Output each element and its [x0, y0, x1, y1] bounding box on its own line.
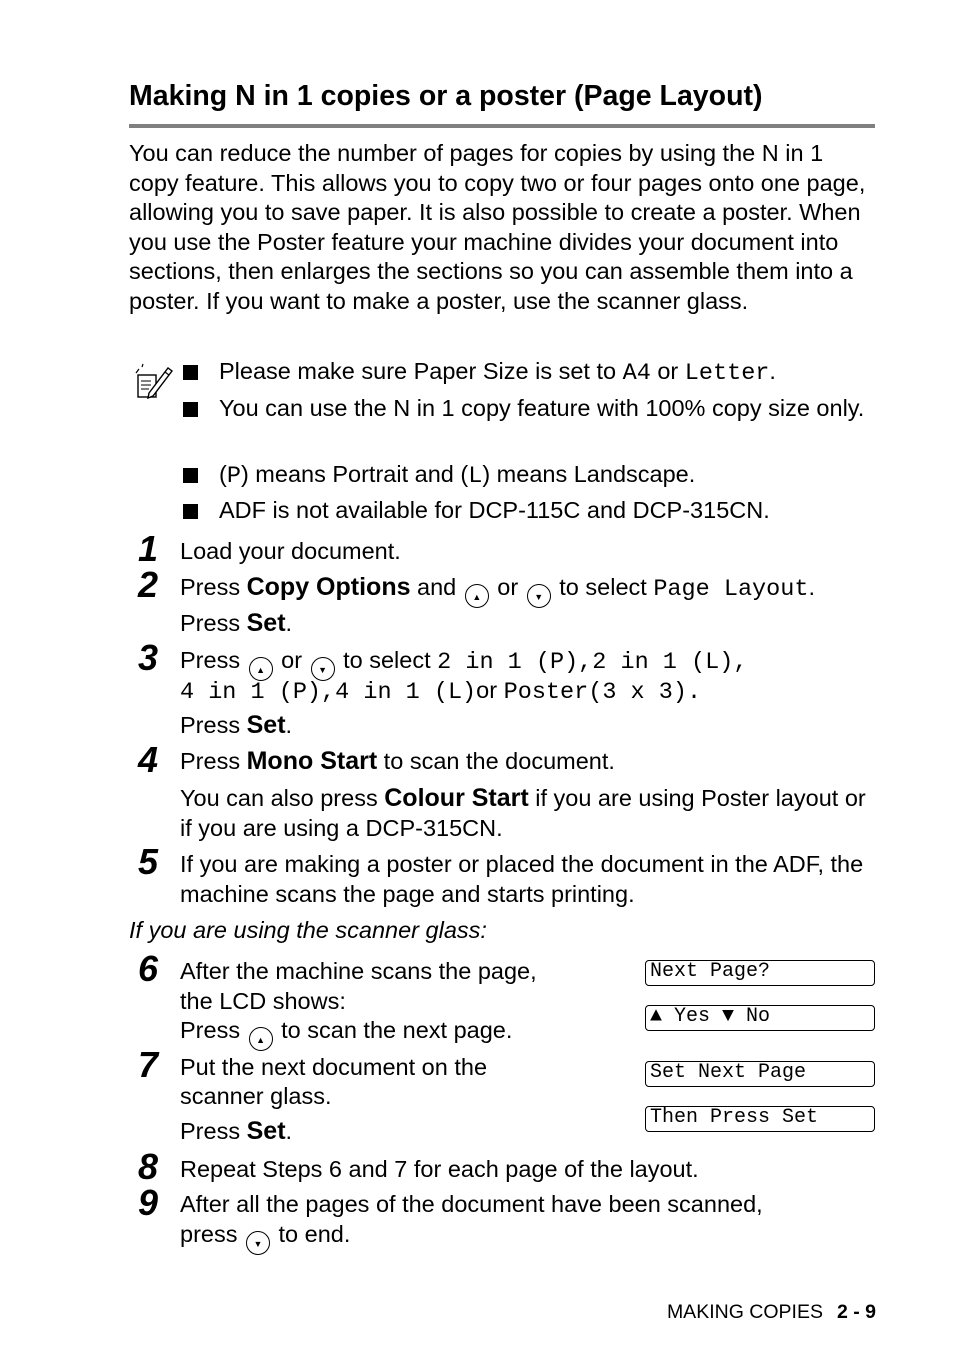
- step-text: Load your document.: [180, 538, 401, 564]
- lcd-display-line: Next Page?: [645, 960, 875, 986]
- up-arrow-key-icon: ▲: [465, 584, 489, 608]
- step-number: 1: [138, 528, 159, 569]
- step-number: 8: [138, 1146, 159, 1187]
- title-rule: [129, 124, 875, 128]
- up-arrow-key-icon: ▲: [249, 1027, 273, 1051]
- step-text: Repeat Steps 6 and 7 for each page of the layout.: [180, 1156, 699, 1182]
- step-text: You can also press Colour Start if you are using Poster layout or if you are using a DCP-315CN.: [180, 784, 866, 841]
- down-arrow-key-icon: ▼: [311, 657, 335, 681]
- step-text: 4 in 1 (P),4 in 1 (L)or Poster(3 x 3).: [180, 677, 702, 706]
- intro-paragraph: You can reduce the number of pages for copies by using the N in 1 copy feature. This allows you to copy two or four pages onto one page, allowing you to save paper. It is also possible to create a poster. When you use the Poster feature your machine divides your document into sections, then enlarges the sections so you can assemble them into a poster. If you want to make a poster, use the scanner glass.: [129, 140, 866, 314]
- step-text: scanner glass.: [180, 1083, 332, 1109]
- page-number: 2 - 9: [836, 1301, 876, 1323]
- step-text: After the machine scans the page,: [180, 958, 537, 984]
- step-text: If you are making a poster or placed the document in the ADF, the machine scans the page and starts printing.: [180, 851, 864, 907]
- note-item: ADF is not available for DCP-115C and DCP-315CN.: [183, 496, 875, 526]
- step-text: Press Set.: [180, 711, 293, 739]
- lcd-display-line: Set Next Page: [645, 1061, 875, 1087]
- step-number: 7: [138, 1044, 159, 1085]
- step-text: Press Copy Options and ▲ or ▼ to select Page Layout.: [180, 573, 815, 608]
- note-item: You can use the N in 1 copy feature with 100% copy size only.: [183, 394, 875, 454]
- step-number: 6: [138, 948, 159, 989]
- step-number: 3: [138, 637, 159, 678]
- step-text: Press ▲ or ▼ to select 2 in 1 (P),2 in 1 (L),: [180, 646, 747, 681]
- down-arrow-key-icon: ▼: [246, 1231, 270, 1255]
- step-text: Press Set.: [180, 1117, 293, 1145]
- step-number: 9: [138, 1182, 159, 1223]
- step-text: Press ▲ to scan the next page.: [180, 1016, 512, 1051]
- step-text: After all the pages of the document have been scanned,: [180, 1191, 763, 1217]
- step-text: press ▼ to end.: [180, 1220, 350, 1255]
- footer-section: MAKING COPIES: [666, 1301, 823, 1323]
- bullet-square: [183, 468, 198, 483]
- step-number: 2: [138, 564, 159, 605]
- page-footer: [667, 1301, 876, 1324]
- note-item: Please make sure Paper Size is set to A4 or Letter.: [183, 357, 875, 387]
- lcd-display-line: Then Press Set: [645, 1106, 875, 1132]
- step-number: 4: [138, 739, 159, 780]
- step-number: 5: [138, 841, 159, 882]
- step-text: Press Set.: [180, 609, 293, 637]
- step-text: Press Mono Start to scan the document.: [180, 747, 615, 775]
- page-title: Making N in 1 copies or a poster (Page Layout): [129, 80, 763, 112]
- step-text: the LCD shows:: [180, 988, 346, 1014]
- down-arrow-key-icon: ▼: [527, 584, 551, 608]
- bullet-square: [183, 402, 198, 417]
- note-pencil-icon: [135, 363, 175, 403]
- subheading: If you are using the scanner glass:: [129, 917, 487, 943]
- step-text: Put the next document on the: [180, 1054, 488, 1080]
- up-arrow-key-icon: ▲: [249, 657, 273, 681]
- note-item: (P) means Portrait and (L) means Landscape.: [183, 460, 875, 490]
- bullet-square: [183, 365, 198, 380]
- bullet-square: [183, 504, 198, 519]
- lcd-display-line: ▲ Yes ▼ No: [645, 1005, 875, 1031]
